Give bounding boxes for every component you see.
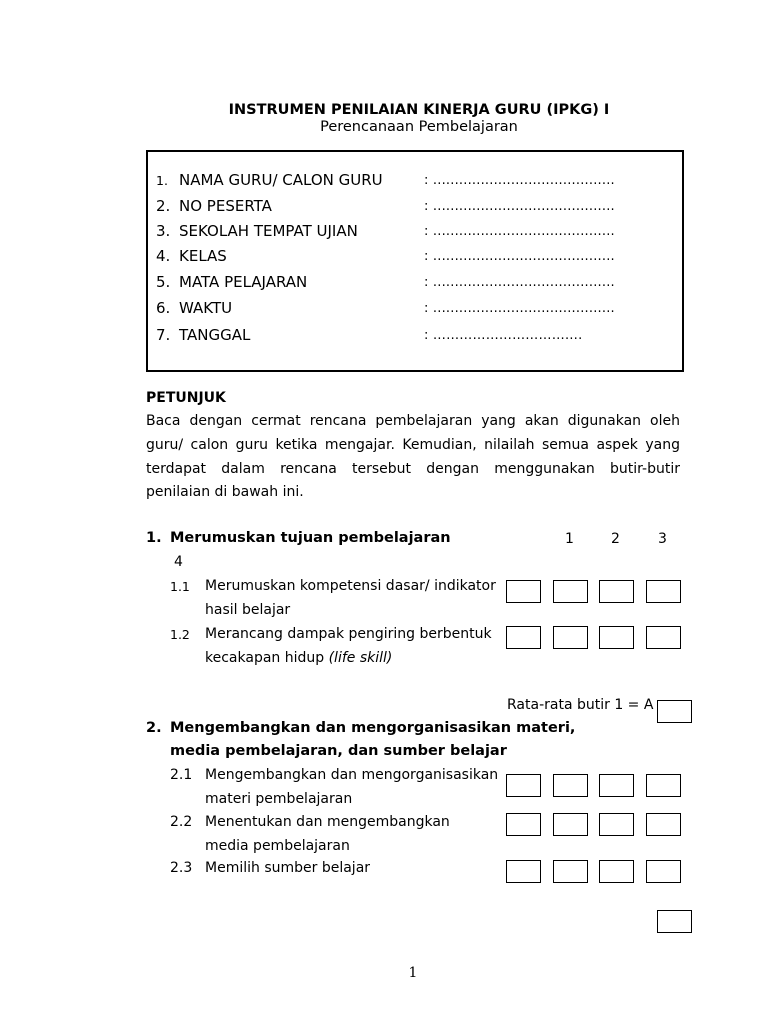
item-number: 2.2 xyxy=(170,814,193,830)
field-label: NAMA GURU/ CALON GURU xyxy=(179,171,383,189)
item-number: 2.1 xyxy=(170,767,193,783)
field-value-sekolah[interactable]: : .......................................... xyxy=(424,224,615,239)
score-box-1-2-a[interactable] xyxy=(506,626,541,649)
field-label: SEKOLAH TEMPAT UJIAN xyxy=(179,222,358,240)
item-text-continued: hasil belajar xyxy=(205,602,291,618)
field-nama-guru xyxy=(156,171,383,189)
score-box-2-3-b[interactable] xyxy=(553,860,588,883)
score-box-2-3-c[interactable] xyxy=(599,860,634,883)
field-mata-pelajaran xyxy=(156,273,307,291)
field-value-tanggal[interactable]: : ……………………………. xyxy=(424,328,583,343)
petunjuk-line: terdapat dalam rencana tersebut dengan menggunakan butir-butir xyxy=(146,461,680,477)
item-text-continued xyxy=(205,650,392,666)
item-text: Menentukan dan mengembangkan xyxy=(205,814,450,830)
petunjuk-line: guru/ calon guru ketika mengajar. Kemudian, nilailah semua aspek yang xyxy=(146,437,680,453)
scale-label-2: 2 xyxy=(611,531,620,547)
petunjuk-line: Baca dengan cermat rencana pembelajaran yang akan digunakan oleh xyxy=(146,413,680,429)
item-text: Merumuskan kompetensi dasar/ indikator xyxy=(205,578,496,594)
field-value-nama-guru[interactable]: : .......................................... xyxy=(424,173,615,188)
score-box-1-2-b[interactable] xyxy=(553,626,588,649)
field-label: KELAS xyxy=(179,247,227,265)
field-label: MATA PELAJARAN xyxy=(179,273,308,291)
field-number: 6. xyxy=(156,299,171,317)
field-value-waktu[interactable]: : .......................................... xyxy=(424,301,615,316)
field-number: 3. xyxy=(156,222,171,240)
score-box-2-3-d[interactable] xyxy=(646,860,681,883)
average-label: Rata-rata butir 1 = A xyxy=(507,697,654,713)
field-label: WAKTU xyxy=(179,299,233,317)
item-text: Mengembangkan dan mengorganisasikan xyxy=(205,767,499,783)
field-number: 7. xyxy=(156,326,171,344)
field-tanggal xyxy=(156,326,250,344)
scale-label-4: 4 xyxy=(174,554,183,570)
item-text-continued: media pembelajaran xyxy=(205,838,350,854)
field-kelas xyxy=(156,247,227,265)
item-text-plain: kecakapan hidup xyxy=(205,650,329,666)
field-value-mata-pelajaran[interactable]: : .......................................... xyxy=(424,275,615,290)
item-number: 2.3 xyxy=(170,860,193,876)
score-box-2-2-b[interactable] xyxy=(553,813,588,836)
item-text-continued: materi pembelajaran xyxy=(205,791,353,807)
score-box-1-1-d[interactable] xyxy=(646,580,681,603)
field-number: 5. xyxy=(156,273,171,291)
score-box-1-1-b[interactable] xyxy=(553,580,588,603)
section-1-number: 1. xyxy=(146,530,162,546)
score-box-2-3-a[interactable] xyxy=(506,860,541,883)
score-box-2-1-a[interactable] xyxy=(506,774,541,797)
score-box-1-2-d[interactable] xyxy=(646,626,681,649)
document-subtitle: Perencanaan Pembelajaran xyxy=(320,119,518,135)
item-number: 1.1 xyxy=(170,579,190,594)
field-sekolah xyxy=(156,222,358,240)
page-number: 1 xyxy=(408,965,418,981)
average-box-a[interactable] xyxy=(657,700,692,723)
score-box-1-1-a[interactable] xyxy=(506,580,541,603)
field-number: 1. xyxy=(156,173,168,188)
document-title: INSTRUMEN PENILAIAN KINERJA GURU (IPKG) I xyxy=(228,102,610,118)
field-number: 2. xyxy=(156,197,171,215)
section-2-number: 2. xyxy=(146,720,162,736)
field-label: NO PESERTA xyxy=(179,197,272,215)
field-value-no-peserta[interactable]: : .......................................... xyxy=(424,199,615,214)
field-value-kelas[interactable]: : .......................................... xyxy=(424,249,615,264)
score-box-1-1-c[interactable] xyxy=(599,580,634,603)
item-text: Merancang dampak pengiring berbentuk xyxy=(205,626,492,642)
petunjuk-heading: PETUNJUK xyxy=(146,390,226,406)
average-box-b[interactable] xyxy=(657,910,692,933)
field-no-peserta xyxy=(156,197,272,215)
score-box-2-2-c[interactable] xyxy=(599,813,634,836)
section-2-title-continued: media pembelajaran, dan sumber belajar xyxy=(170,743,507,759)
item-text: Memilih sumber belajar xyxy=(205,860,371,876)
item-text-italic: (life skill) xyxy=(328,650,393,666)
item-number: 1.2 xyxy=(170,627,190,642)
score-box-2-2-d[interactable] xyxy=(646,813,681,836)
field-label: TANGGAL xyxy=(179,326,251,344)
score-box-1-2-c[interactable] xyxy=(599,626,634,649)
field-waktu xyxy=(156,299,232,317)
score-box-2-2-a[interactable] xyxy=(506,813,541,836)
score-box-2-1-c[interactable] xyxy=(599,774,634,797)
score-box-2-1-b[interactable] xyxy=(553,774,588,797)
petunjuk-line: penilaian di bawah ini. xyxy=(146,484,304,500)
scale-label-3: 3 xyxy=(658,531,667,547)
scale-label-1: 1 xyxy=(565,531,574,547)
field-number: 4. xyxy=(156,247,171,265)
score-box-2-1-d[interactable] xyxy=(646,774,681,797)
section-1-title: Merumuskan tujuan pembelajaran xyxy=(170,530,451,546)
section-2-title: Mengembangkan dan mengorganisasikan materi, xyxy=(170,720,576,736)
